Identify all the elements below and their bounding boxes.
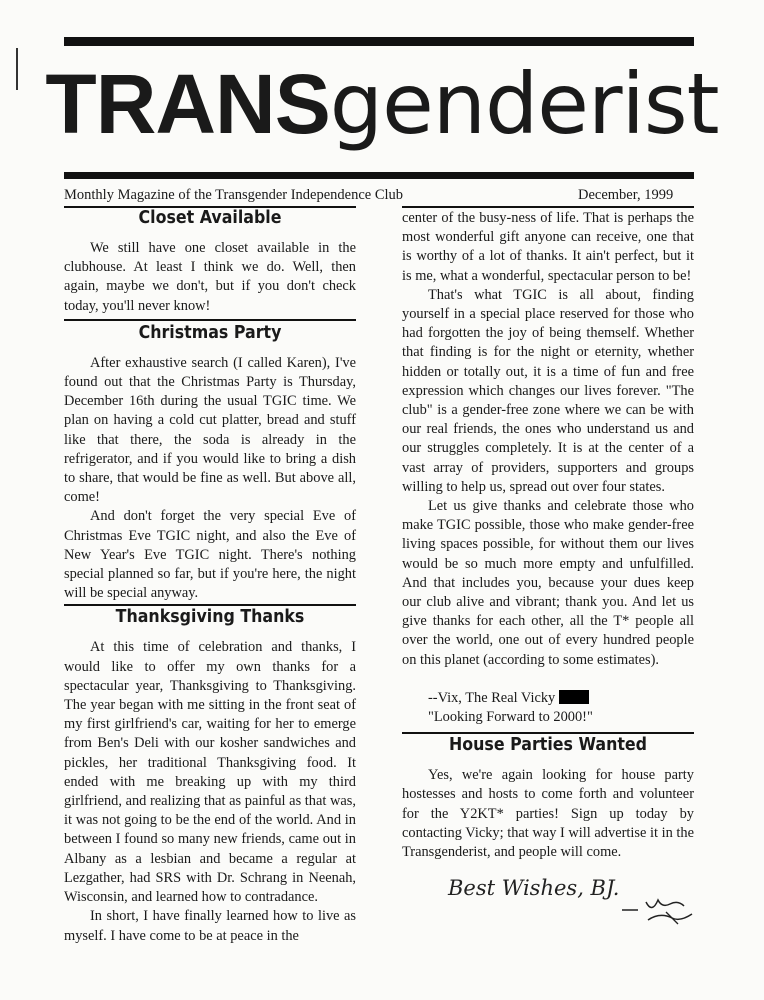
- handwritten-note: Best Wishes, BJ.: [448, 876, 620, 900]
- closet-headline: Closet Available: [138, 207, 282, 228]
- top-rule: [64, 37, 694, 46]
- house-parties-paragraph: Yes, we're again looking for house party hostesses and hosts to come forth and volunteer for the Y2KT* parties! Sign up today by contacting Vicky; that way I will advertise it in the Transgenderist, and people will come.: [402, 767, 694, 861]
- issue-date: December, 1999: [578, 187, 674, 203]
- christmas-paragraph-2: And don't forget the very special Eve of Christmas Eve TGIC night, and also the Eve of New Year's Eve TGIC night. There's nothing special planned so far, but if you're here, the night will be special anyway.: [64, 508, 356, 602]
- subtitle-rule-right: [402, 206, 694, 208]
- signature-line-1: [402, 689, 694, 708]
- masthead-title: [0, 55, 764, 153]
- masthead-subtitle: Monthly Magazine of the Transgender Independence Club: [64, 187, 404, 203]
- masthead-bold: TRANS: [45, 57, 330, 151]
- masthead-rule: [64, 172, 694, 179]
- thanksgiving-headline: Thanksgiving Thanks: [115, 606, 305, 628]
- right-column: [402, 209, 694, 862]
- christmas-paragraph-1: After exhaustive search (I called Karen), I've found out that the Christmas Party is Thursday, December 16th during the usual TGIC time. We plan on having a cold cut platter, bread and stuff like that there, the soda is already in the refrigerator, and if you would like to bring a dish to share, that would be fine as well. But above all, come!: [64, 354, 356, 506]
- house-parties-headline: House Parties Wanted: [449, 734, 647, 756]
- continued-paragraph: center of the busy-ness of life. That is perhaps the most wonderful gift anyone can receive, one that is worthy of a lot of thanks. It ain't perfect, but it is me, what a wonderful, spectacular person to be!: [402, 210, 694, 284]
- closet-paragraph: We still have one closet available in the clubhouse. At least I think we do. Well, then again, maybe we don't, but if you don't check today, you'll never know!: [64, 240, 356, 314]
- thanksgiving-paragraph-2: In short, I have finally learned how to live as myself. I have come to be at peace in the: [64, 908, 356, 944]
- christmas-headline: Christmas Party: [138, 321, 282, 343]
- thanksgiving-paragraph-1: At this time of celebration and thanks, I would like to offer my own thanks for a spectacular year, Thanksgiving to Thanksgiving. The year began with me sitting in the front seat of my first girlfriend's car, waiting for her to emerge from Ben's Deli with our kosher sandwiches and pickles, her traditional Thanksgiving food. It ended with me breaking up with my third girlfriend, and realizing that as painful as that was, it was not going to be the end of the world. And in between I found so many new friends, came out in Albany as a lesbian and became a regular at Lezgather, had SRS with Dr. Schrang in Neenah, Wisconsin, and learned how to contradance.: [64, 639, 356, 906]
- signature-line-2: "Looking Forward to 2000!": [428, 709, 593, 726]
- masthead-light: genderist: [329, 55, 719, 153]
- redaction-block: [559, 690, 589, 704]
- signature-text: --Vix, The Real Vicky: [428, 689, 556, 706]
- left-column: [64, 207, 356, 946]
- handwritten-signature-icon: [618, 892, 698, 932]
- tgic-paragraph: That's what TGIC is all about, finding yourself in a special place reserved for those who had forgotten the joy of being themself. Whether that finding is for the night or eternity, whether hidden or totally out, it is a time of fun and free expression which changes our lives forever. "The club" is a gender-free zone where we can be with our real friends, the ones who understand us and our struggles completely. It is at the center of a vast array of providers, supporters and groups willing to help us, spread out over four states.: [402, 286, 694, 495]
- section-rule: [64, 319, 356, 321]
- give-thanks-paragraph: Let us give thanks and celebrate those who make TGIC possible, those who make gender-free living spaces possible, for without them our lives would be so much more empty and unfulfilled. And that includes you, because your dues keep our club alive and vibrant; thank you. And let us give thanks for each other, all the T* people all over the world, one out of every hundred people on this planet (according to some estimates).: [402, 498, 694, 668]
